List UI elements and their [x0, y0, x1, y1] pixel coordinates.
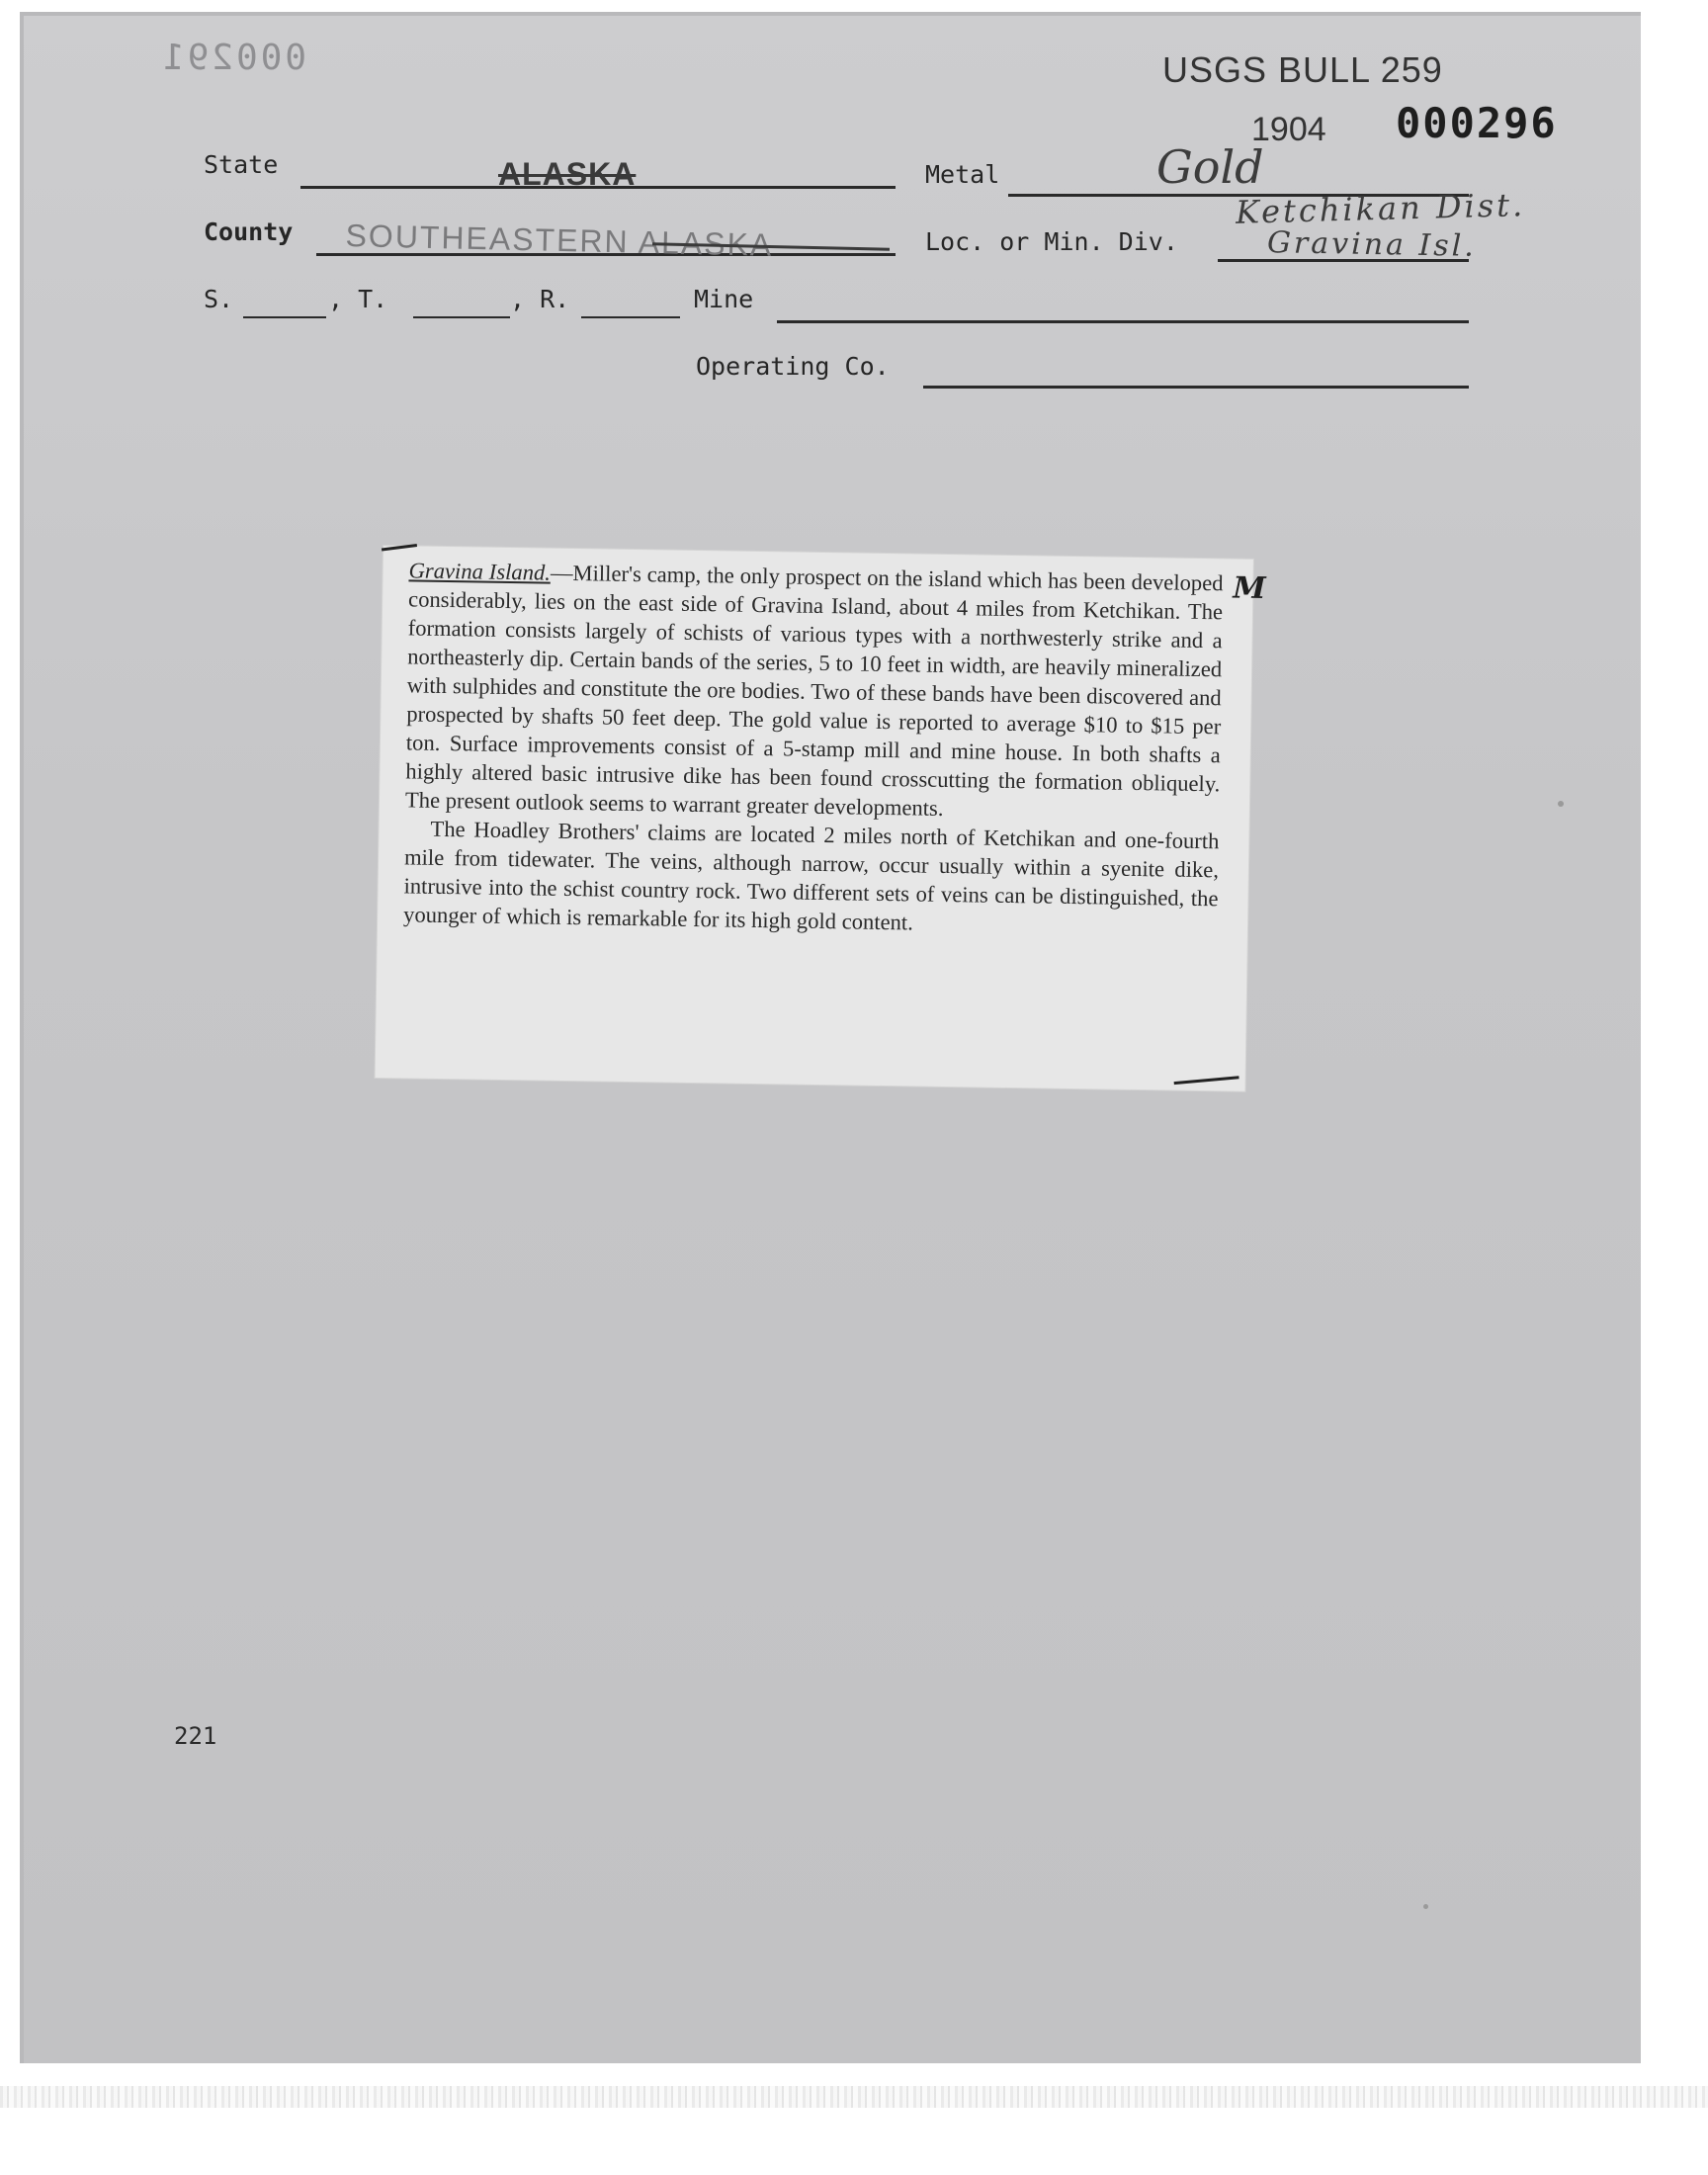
- mine-field-line: [777, 320, 1469, 323]
- source-reference: USGS BULL 259: [1162, 49, 1443, 90]
- state-label: State: [204, 150, 279, 179]
- metal-label: Metal: [925, 160, 1000, 189]
- bulletin-clipping: [376, 546, 1266, 1091]
- mine-label: Mine: [694, 285, 754, 313]
- clipping-heading: Gravina Island.: [408, 558, 552, 585]
- location-value-line1: Ketchikan Dist.: [1235, 186, 1526, 231]
- page-number: 221: [174, 1722, 217, 1750]
- clipping-paragraph-1-text: —Miller's camp, the only prospect on the island which has been developed considerably, lies on the east side of Gravina Island, about 4 miles from Ketchikan. The formation consists largely of schists of various types with a northwesterly strike and a northeasterly dip. Certain bands of the series, 5 to 10 feet in width, are heavily mineralized with sulphides and constitute the ore bodies. Two of these bands have been discovered and prospected by shafts 50 feet deep. The gold value is reported to average $10 to $15 per ton. Surface improvements consist of a 5-stamp mill and mine house. In both shafts a highly altered basic intrusive dike has been found crosscutting the formation obliquely. The present outlook seems to warrant greater developments.: [404, 560, 1224, 821]
- margin-check-mark: M: [1233, 570, 1266, 607]
- clipping-paragraph-2: The Hoadley Brothers' claims are located 2 miles north of Ketchikan and one-fourth mile from tidewater. The veins, although narrow, occur usually within a syenite dike, intrusive into the schist country rock. Two different sets of veins can be distinguished, the younger of which is remarkable for its high gold content.: [402, 816, 1220, 935]
- county-label: County: [204, 218, 294, 246]
- state-value: ALASKA: [498, 156, 637, 192]
- scan-artifact-strip: [0, 2086, 1708, 2108]
- section-field-line: [243, 316, 326, 318]
- township-field-line: [413, 316, 510, 318]
- section-label: S.: [204, 285, 234, 313]
- clipping-paragraph-1: [405, 556, 1224, 826]
- clip-corner-mark: [382, 544, 417, 551]
- record-serial-number: 000296: [1396, 99, 1558, 147]
- location-value-line2: Gravina Isl.: [1266, 225, 1478, 264]
- speck: [1423, 1904, 1428, 1909]
- township-label: , T.: [328, 285, 388, 313]
- county-value: SOUTHEASTERN ALASKA: [345, 218, 774, 263]
- operating-co-field-line: [923, 386, 1469, 389]
- metal-value-handwritten: Gold: [1156, 140, 1264, 194]
- speck: [1558, 801, 1564, 807]
- mirrored-stamp-number: 000291: [160, 38, 307, 78]
- range-label: , R.: [510, 285, 570, 313]
- publication-year: 1904: [1251, 111, 1326, 148]
- location-label: Loc. or Min. Div.: [925, 227, 1178, 256]
- range-field-line: [581, 316, 680, 318]
- operating-co-label: Operating Co.: [696, 352, 890, 381]
- clip-end-mark: [1174, 1076, 1239, 1085]
